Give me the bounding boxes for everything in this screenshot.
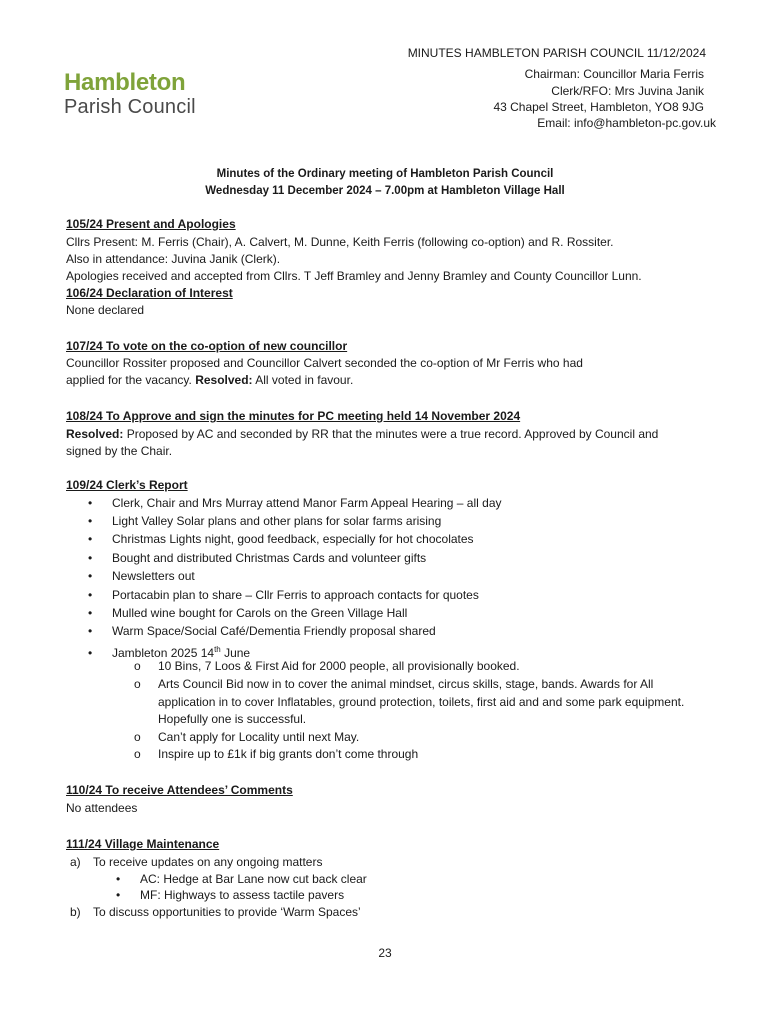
section-108-line-1 xyxy=(66,426,658,443)
section-109-heading: 109/24 Clerk’s Report xyxy=(66,478,188,492)
list-item: • AC: Hedge at Bar Lane now cut back clear xyxy=(116,872,367,886)
chairman-line: Chairman: Councillor Maria Ferris xyxy=(524,67,704,81)
bullet-icon: • xyxy=(88,551,93,565)
list-item: • Christmas Lights night, good feedback, especially for hot chocolates xyxy=(88,532,474,546)
minutes-title-line-1: Minutes of the Ordinary meeting of Hambleton Parish Council xyxy=(216,168,554,180)
sub-list-item: o 10 Bins, 7 Loos & First Aid for 2000 people, all provisionally booked. xyxy=(134,658,714,676)
list-item: • Portacabin plan to share – Cllr Ferris to approach contacts for quotes xyxy=(88,588,479,602)
section-105-present: Cllrs Present: M. Ferris (Chair), A. Calvert, M. Dunne, Keith Ferris (following co-option) and R. Rossiter. xyxy=(66,235,614,249)
section-107-line-2 xyxy=(66,372,353,389)
section-107-heading: 107/24 To vote on the co-option of new councillor xyxy=(66,339,348,353)
list-item: • Bought and distributed Christmas Cards and volunteer gifts xyxy=(88,551,427,565)
list-item-b: b) To discuss opportunities to provide ‘Warm Spaces’ xyxy=(70,905,361,919)
section-108-resolution: Proposed by AC and seconded by RR that the minutes were a true record. Approved by Council and xyxy=(123,427,659,441)
minutes-title-line-2: Wednesday 11 December 2024 – 7.00pm at Hambleton Village Hall xyxy=(205,185,565,197)
section-108-heading: 108/24 To Approve and sign the minutes for PC meeting held 14 November 2024 xyxy=(66,409,521,423)
bullet-icon: • xyxy=(88,569,93,583)
sub-list-item: o Inspire up to £1k if big grants don’t come through xyxy=(134,746,714,764)
bullet-icon: • xyxy=(88,532,93,546)
section-110-text: No attendees xyxy=(66,801,138,815)
bullet-icon: • xyxy=(88,588,93,602)
circle-bullet-icon: o xyxy=(134,730,141,744)
logo-line-1: Hambleton xyxy=(64,69,186,96)
list-item: • Jambleton 2025 14th June xyxy=(88,645,251,660)
clerk-line: Clerk/RFO: Mrs Juvina Janik xyxy=(551,84,704,98)
list-item: • Light Valley Solar plans and other plans for solar farms arising xyxy=(88,514,442,528)
section-107-line-1: Councillor Rossiter proposed and Councillor Calvert seconded the co-option of Mr Ferris who had xyxy=(66,356,583,370)
logo-line-2: Parish Council xyxy=(64,96,196,118)
list-item: • MF: Highways to assess tactile pavers xyxy=(116,888,345,902)
address-line: 43 Chapel Street, Hambleton, YO8 9JG xyxy=(493,100,704,114)
bullet-icon: • xyxy=(88,514,93,528)
sub-list-item: o Can’t apply for Locality until next May. xyxy=(134,729,714,747)
list-item-a: a) To receive updates on any ongoing matters xyxy=(70,855,323,869)
sub-list-item: o Arts Council Bid now in to cover the animal mindset, circus skills, stage, bands. Awards for All application in to cover Inflatables, ground protection, toilets, first aid and and some park equipment. Hopefully one is successful. xyxy=(134,677,685,726)
section-105-apologies: Apologies received and accepted from Cllrs. T Jeff Bramley and Jenny Bramley and County Councillor Lunn. xyxy=(66,269,642,283)
section-110-heading: 110/24 To receive Attendees’ Comments xyxy=(66,783,293,797)
section-106-text: None declared xyxy=(66,303,145,317)
bullet-icon: • xyxy=(88,606,93,620)
list-item: • Clerk, Chair and Mrs Murray attend Manor Farm Appeal Hearing – all day xyxy=(88,496,502,510)
section-105-heading: 105/24 Present and Apologies xyxy=(66,217,236,231)
section-111-heading: 111/24 Village Maintenance xyxy=(66,837,220,851)
bullet-icon: • xyxy=(88,646,93,660)
doc-title: MINUTES HAMBLETON PARISH COUNCIL 11/12/2024 xyxy=(407,46,706,60)
circle-bullet-icon: o xyxy=(134,677,141,691)
bullet-icon: • xyxy=(116,872,121,886)
resolved-label: Resolved: xyxy=(66,427,124,441)
resolved-label: Resolved: xyxy=(195,373,253,387)
list-item: • Mulled wine bought for Carols on the Green Village Hall xyxy=(88,606,408,620)
circle-bullet-icon: o xyxy=(134,747,141,761)
hambleton-logo xyxy=(64,70,196,118)
section-107-line-2-text: applied for the vacancy. xyxy=(66,373,196,387)
list-item: • Warm Space/Social Café/Dementia Friendly proposal shared xyxy=(88,624,436,638)
section-107-resolution: All voted in favour. xyxy=(252,373,354,387)
bullet-icon: • xyxy=(88,496,93,510)
list-item: • Newsletters out xyxy=(88,569,195,583)
bullet-icon: • xyxy=(116,888,121,902)
section-106-heading: 106/24 Declaration of Interest xyxy=(66,286,233,300)
section-105-attendance: Also in attendance: Juvina Janik (Clerk). xyxy=(66,252,281,266)
bullet-icon: • xyxy=(88,624,93,638)
email-line: Email: info@hambleton-pc.gov.uk xyxy=(537,116,716,130)
circle-bullet-icon: o xyxy=(134,659,141,673)
section-108-line-2: signed by the Chair. xyxy=(66,444,173,458)
page-number: 23 xyxy=(378,946,392,960)
